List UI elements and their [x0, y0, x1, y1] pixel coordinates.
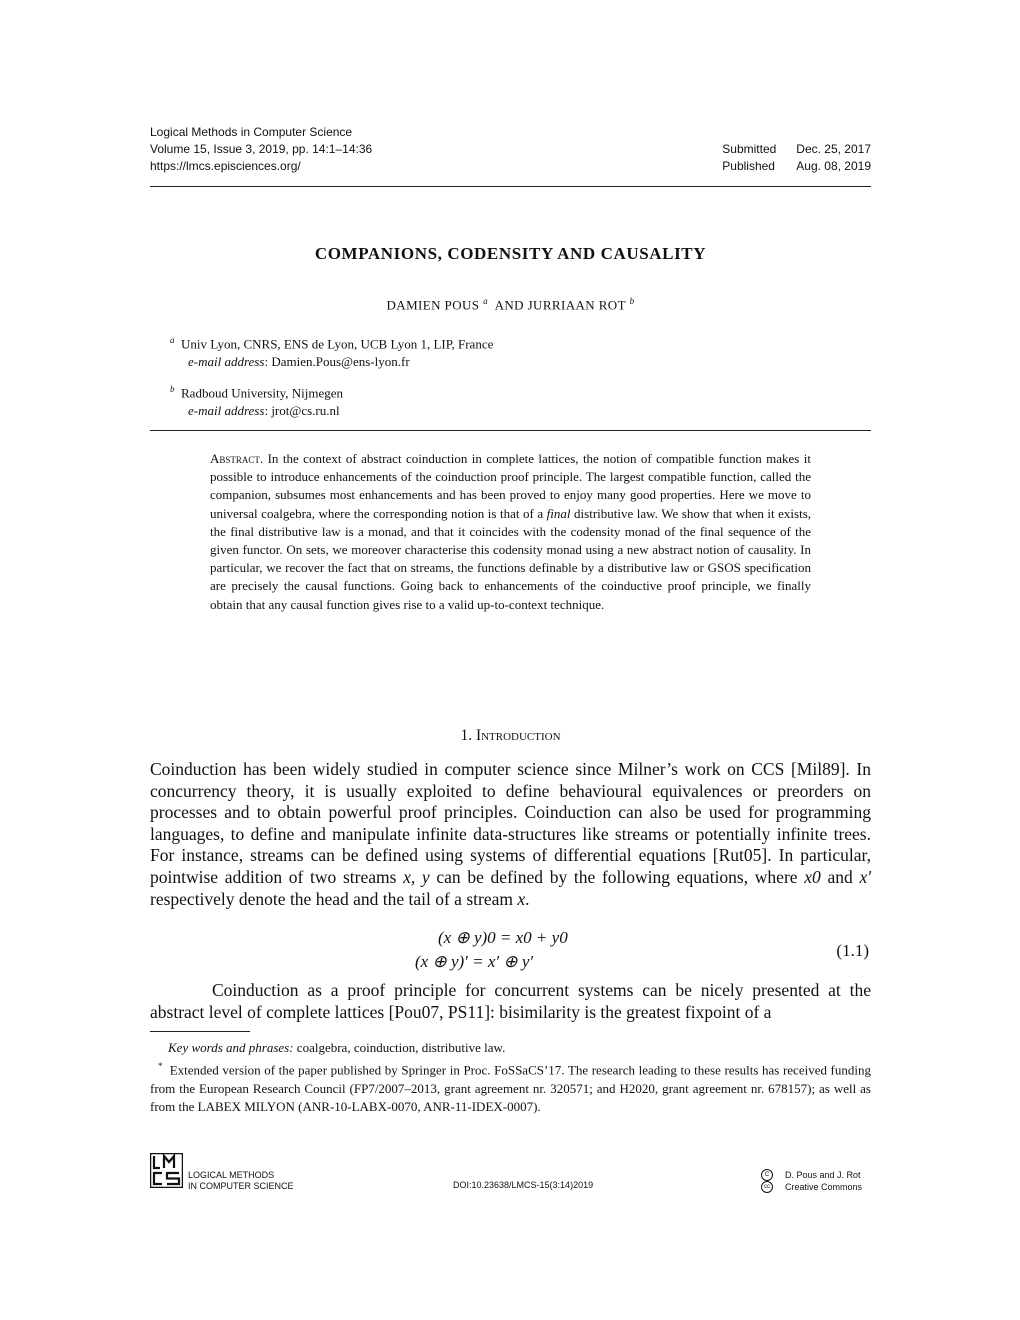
- intro-paragraph-1: Coinduction has been widely studied in computer science since Milner’s work on CCS [Mil89]. In concurrency theory, it is usually exploited to define behavioural equivalences or preorders on processes and to obtain powerful proof principles. Coinduction can also be used for programming languages, to define and manipulate infinite data-structures like streams or potentially infinite trees. For instance, streams can be defined using systems of differential equations [Rut05]. In particular, pointwise addition of two streams x, y can be defined by the following equations, where x0 and x′ respectively denote the head and the tail of a stream x.: [150, 759, 872, 909]
- published-date: Aug. 08, 2019: [796, 159, 871, 173]
- intro-text-3: and: [827, 866, 853, 887]
- equation-line-1: (x ⊕ y)0 = x0 + y0: [438, 928, 568, 947]
- volume-info: Volume 15, Issue 3, 2019, pp. 14:1–14:36: [150, 142, 373, 156]
- affiliation-a-name: Univ Lyon, CNRS, ENS de Lyon, UCB Lyon 1, LIP, France: [181, 336, 494, 352]
- equation-1-1: [150, 928, 871, 976]
- footnote-rule: [150, 1031, 250, 1032]
- equation-number: (1.1): [836, 941, 869, 960]
- doi[interactable]: DOI:10.23638/LMCS-15(3:14)2019: [453, 1180, 594, 1190]
- abstract: [210, 450, 811, 614]
- affiliation-b-mark: b: [170, 384, 175, 394]
- keywords-label: Key words and phrases:: [168, 1040, 294, 1055]
- published-label: Published: [722, 159, 775, 173]
- journal-header: [150, 124, 871, 175]
- keywords: coalgebra, coinduction, distributive law.: [296, 1040, 506, 1055]
- footnote-star: *: [158, 1061, 163, 1072]
- license-info: [761, 1169, 862, 1193]
- footer-journal-line-1: LOGICAL METHODS: [188, 1170, 275, 1180]
- journal-url[interactable]: https://lmcs.episciences.org/: [150, 159, 301, 173]
- affiliation-a: $^a$ Univ Lyon, CNRS, ENS de Lyon, UCB Lyon 1, LIP, France e-mail address: Damien.Pous@ens-lyon.fr: [170, 335, 494, 370]
- email-b[interactable]: jrot@cs.ru.nl: [271, 403, 340, 419]
- math-xy: x, y: [403, 866, 430, 887]
- author-pous: DAMIEN POUS: [386, 297, 480, 313]
- paper-title: COMPANIONS, CODENSITY AND CAUSALITY: [314, 244, 707, 263]
- email-a[interactable]: Damien.Pous@ens-lyon.fr: [271, 354, 410, 370]
- intro-paragraph-2: [150, 980, 871, 1023]
- email-label-a: e-mail address: [188, 354, 265, 370]
- affiliation-b-name: Radboud University, Nijmegen: [181, 385, 343, 401]
- submitted-label: Submitted: [722, 142, 777, 156]
- author-line: [150, 296, 871, 313]
- license-name[interactable]: Creative Commons: [785, 1181, 863, 1192]
- abstract-final-emph: final: [546, 505, 571, 521]
- abstract-label: Abstract.: [210, 451, 264, 466]
- affiliation-rule: [150, 430, 871, 431]
- footnotes: [150, 1039, 871, 1116]
- section-title: Introduction: [475, 727, 561, 744]
- creative-commons-icon: cc: [761, 1181, 773, 1193]
- header-rule: [150, 186, 871, 187]
- author-rot-mark: b: [629, 296, 635, 306]
- intro-text-4: respectively denote the head and the tail of a stream: [150, 888, 513, 909]
- affiliation-b: $^b$ Radboud University, Nijmegen e-mail address: jrot@cs.ru.nl: [170, 384, 343, 419]
- intro-text-1: Coinduction has been widely studied in computer science since Milner’s work on CCS [Mil89]. In concurrency theory, it is usually exploited to define behavioural equivalences or preorders on processes and to obtain powerful proof principles. Coinduction can also be used for programming languages, to define and manipulate infinite data-structures like streams or potentially infinite trees. For instance, streams can be defined using systems of differential equations [Rut05]. In particular, pointwise addition of two streams: [150, 759, 871, 887]
- intro-text-5: Coinduction as a proof principle for concurrent systems can be nicely presented at the abstract level of complete lattices [Pou07, PS11]: bisimilarity is the greatest fixpoint of a: [150, 980, 871, 1022]
- abstract-text-2: distributive law. We show that when it exists, the final distributive law is a monad, and that it coincides with the codensity monad of the final sequence of the given functor. On sets, we moreover characterise this codensity monad using a new abstract notion of causality. In particular, we recover the fact that on streams, the functions definable by a distributive law or GSOS specification are precisely the causal functions. Going back to enhancements of the coinductive proof principle, we finally obtain that any causal function gives rise to a valid up-to-context technique.: [210, 505, 812, 612]
- author-pous-mark: a: [483, 296, 488, 306]
- math-xprime: x′: [859, 866, 872, 887]
- section-heading: [150, 727, 871, 745]
- footnote-text: Extended version of the paper published by Springer in Proc. FoSSaCS’17. The research leading to these results has received funding from the European Research Council (FP7/2007–2013, grant agreement nr. 320571; and H2020, grant agreement nr. 678157); as well as from the LABEX MILYON (ANR-10-LABX-0070, ANR-11-IDEX-0007).: [150, 1062, 872, 1114]
- math-x0: x0: [804, 866, 821, 887]
- equation-line-2: (x ⊕ y)′ = x′ ⊕ y′: [415, 952, 534, 971]
- intro-text-2: can be defined by the following equations, where: [436, 866, 798, 887]
- section-number: 1.: [460, 727, 473, 744]
- email-label-b: e-mail address: [188, 403, 265, 419]
- journal-name: Logical Methods in Computer Science: [150, 125, 353, 139]
- footer-journal-line-2: IN COMPUTER SCIENCE: [188, 1181, 294, 1191]
- copyright-holders: D. Pous and J. Rot: [785, 1169, 861, 1180]
- abstract-text-1: In the context of abstract coinduction in complete lattices, the notion of compatible function makes it possible to introduce enhancements of the coinduction proof principle. The largest compatible function, called the companion, subsumes most enhancements and has been proved to enjoy many good properties. Here we move to universal coalgebra, where the corresponding notion is that of a: [210, 451, 812, 521]
- copyright-icon: C: [761, 1169, 773, 1181]
- affiliation-a-mark: a: [170, 335, 175, 345]
- lmcs-logo-icon: [150, 1153, 183, 1188]
- math-x: x: [517, 888, 526, 909]
- submitted-date: Dec. 25, 2017: [796, 142, 871, 156]
- footer-journal-name: [188, 1170, 294, 1192]
- author-rot: AND JURRIAAN ROT: [494, 297, 626, 313]
